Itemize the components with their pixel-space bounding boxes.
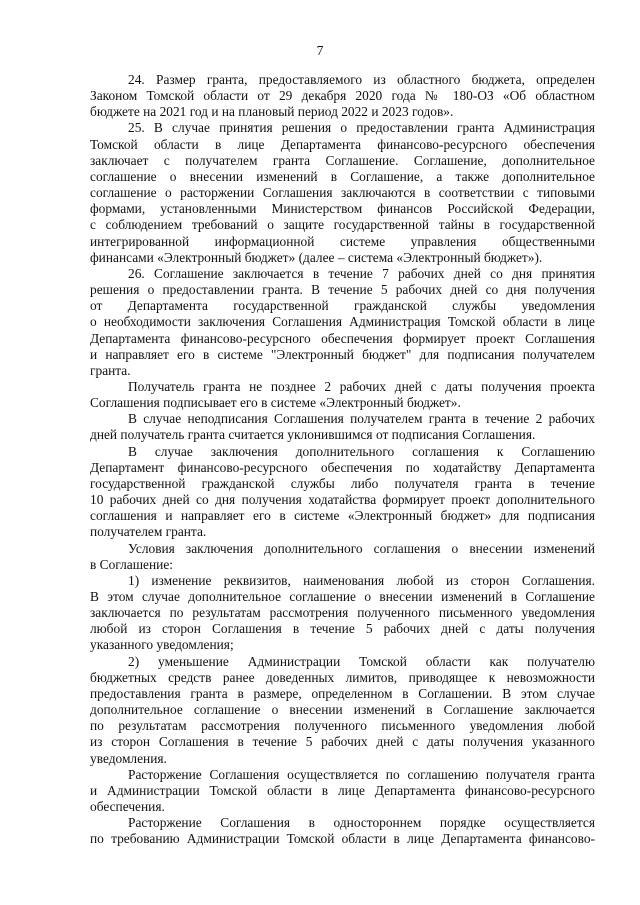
text-line: предоставления гранта в размере, определенном в Соглашении. В этом случае [90, 685, 595, 701]
text-line: В этом случае дополнительное соглашение о внесении изменений в Соглашение [90, 589, 595, 604]
text-line: 24. Размер гранта, предоставляемого из областного бюджета, определен [128, 72, 595, 87]
text-line: дополнительное соглашение о внесении изменений в Соглашение заключается [90, 702, 595, 718]
paragraph-26 [90, 266, 595, 379]
text-line: получателем гранта. [90, 524, 207, 540]
text-line: любой из сторон Соглашения в течение 5 рабочих дней с даты получения [90, 621, 595, 637]
text-line: из сторон Соглашения в течение 5 рабочих дней с даты получения указанного [90, 734, 595, 750]
text-line: Расторжение Соглашения в одностороннем порядке осуществляется [128, 815, 595, 831]
text-line: обеспечения. [90, 799, 165, 815]
text-line: о необходимости заключения Соглашения Администрация Томской области в лице [90, 314, 595, 330]
text-line: 26. Соглашение заключается в течение 7 рабочих дней со дня принятия [128, 265, 595, 281]
text-line: 25. В случае принятия решения о предоставлении гранта Администрация [128, 120, 595, 136]
text-line: В случае неподписания Соглашения получателем гранта в течение 2 рабочих [128, 411, 595, 427]
text-line: 2) уменьшение Администрации Томской области как получателю [128, 653, 595, 669]
text-line: 10 рабочих дней со дня получения ходатайства формирует проект дополнительного [90, 492, 595, 508]
text-line: указанного уведомления; [90, 637, 234, 653]
text-line: соглашение о расторжении Соглашения заключаются в соответствии с типовыми [90, 185, 595, 201]
text-line: 1) изменение реквизитов, наименования любой из сторон Соглашения. [128, 572, 595, 588]
text-line: бюджете на 2021 год и на плановый период 2022 и 2023 годов». [90, 104, 454, 120]
text-line: Расторжение Соглашения осуществляется по соглашению получателя гранта [128, 766, 595, 782]
text-line: в Соглашение: [90, 556, 173, 572]
paragraph-termination [90, 767, 595, 815]
text-line: гранта. [90, 362, 131, 378]
text-line: и направляет его в системе "Электронный бюджет" для подписания получателем [90, 346, 595, 362]
paragraph-conditions [90, 541, 595, 573]
text-line: от Департамента государственной гражданской службы уведомления [90, 298, 595, 314]
text-line: решения о предоставлении гранта. В течение 5 рабочих дней со дня получения [90, 282, 595, 298]
text-line: В случае заключения дополнительного соглашения к Соглашению [128, 443, 595, 459]
text-line: соглашение о внесении изменений в Соглашение, а также дополнительное [90, 168, 595, 184]
paragraph-25 [90, 120, 595, 265]
paragraph-condition-1 [90, 573, 595, 654]
text-line: Получатель гранта не позднее 2 рабочих дней с даты получения проекта [128, 378, 595, 394]
paragraph-24 [90, 72, 595, 120]
text-line: Томской области в лице Департамента финансово-ресурсного обеспечения [90, 136, 595, 152]
text-line: соглашения и направляет его в системе «Электронный бюджет» для подписания [90, 508, 595, 524]
document-body [90, 72, 595, 848]
text-line: дней получатель гранта считается уклонившимся от подписания Соглашения. [90, 427, 536, 443]
paragraph-signing [90, 379, 595, 411]
paragraph-unilateral-termination [90, 815, 595, 847]
text-line: Департамента финансово-ресурсного обеспечения формирует проект Соглашения [90, 330, 595, 346]
text-line: и Администрации Томской области в лице Департамента финансово-ресурсного [90, 782, 595, 798]
text-line: финансами «Электронный бюджет» (далее – система «Электронный бюджет»). [90, 249, 543, 265]
page-number: 7 [316, 43, 324, 58]
text-line: Департамент финансово-ресурсного обеспечения по ходатайству Департамента [90, 459, 595, 475]
text-line: Условия заключения дополнительного соглашения о внесении изменений [128, 540, 595, 556]
text-line: уведомления. [90, 750, 167, 766]
text-line: бюджетных средств ранее доведенных лимитов, приводящее к невозможности [90, 669, 595, 685]
paragraph-non-signing [90, 411, 595, 443]
text-line: заключает с получателем гранта Соглашение. Соглашение, дополнительное [90, 152, 595, 168]
paragraph-condition-2 [90, 654, 595, 767]
text-line: с соблюдением требований о защите государственной тайны в государственной [90, 217, 595, 233]
paragraph-additional-agreement [90, 444, 595, 541]
text-line: государственной гражданской службы либо получателя гранта в течение [90, 475, 595, 491]
text-line: Соглашения подписывает его в системе «Электронный бюджет». [90, 395, 461, 411]
text-line: по требованию Администрации Томской области в лице Департамента финансово- [90, 831, 595, 847]
text-line: интегрированной информационной системе управления общественными [90, 233, 595, 249]
text-line: Законом Томской области от 29 декабря 2020 года № 180-ОЗ «Об областном [90, 88, 595, 104]
text-line: формами, установленными Министерством финансов Российской Федерации, [90, 201, 595, 217]
text-line: по результатам рассмотрения полученного письменного уведомления любой [90, 718, 595, 734]
text-line: заключается по результатам рассмотрения полученного письменного уведомления [90, 605, 595, 621]
